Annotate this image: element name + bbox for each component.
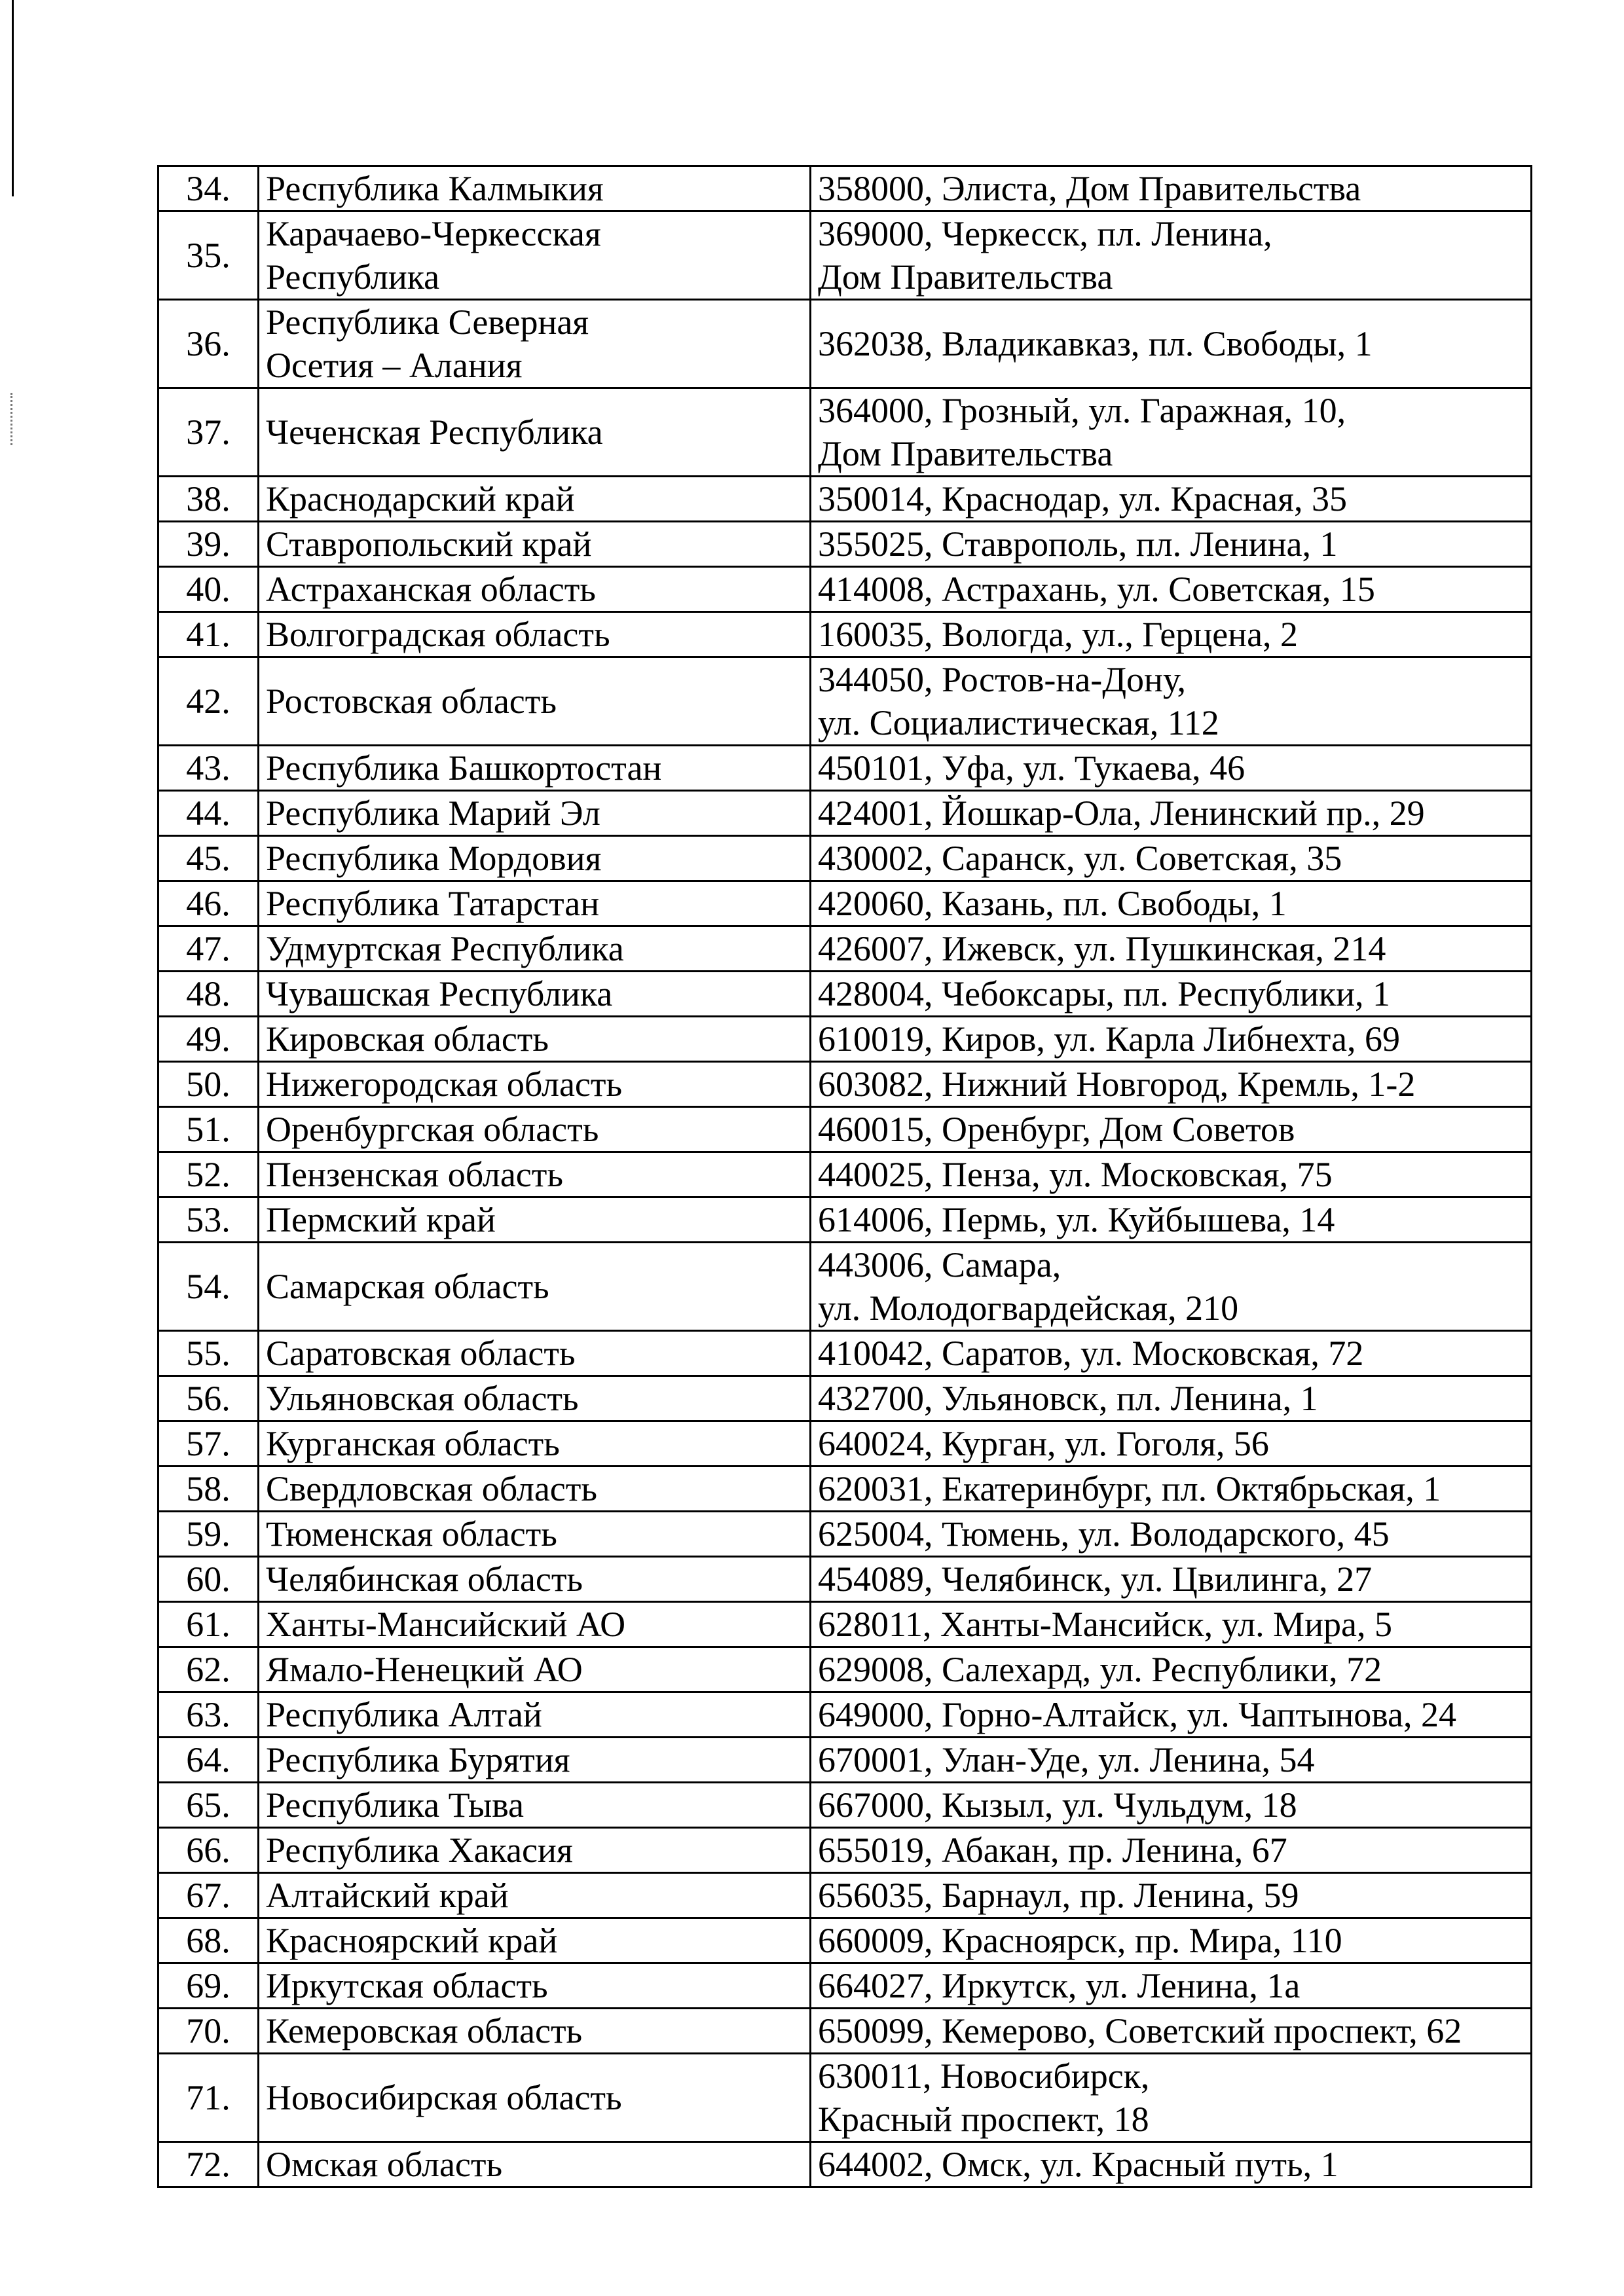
address-line: 660009, Красноярск, пр. Мира, 110 xyxy=(818,1921,1342,1960)
region-name-line: Волгоградская область xyxy=(266,615,610,654)
address-line: 644002, Омск, ул. Красный путь, 1 xyxy=(818,2145,1338,2184)
row-number: 42. xyxy=(158,657,259,746)
row-number: 66. xyxy=(158,1828,259,1873)
address-line: 620031, Екатеринбург, пл. Октябрьская, 1 xyxy=(818,1469,1441,1508)
region-name-line: Нижегородская область xyxy=(266,1065,623,1104)
row-number: 72. xyxy=(158,2142,259,2187)
table-row xyxy=(158,211,1532,300)
address-line: 614006, Пермь, ул. Куйбышева, 14 xyxy=(818,1200,1335,1239)
region-name-cell xyxy=(259,1152,811,1197)
region-name-cell xyxy=(259,746,811,791)
table-row xyxy=(158,1243,1532,1331)
address-cell xyxy=(811,657,1532,746)
row-number: 70. xyxy=(158,2009,259,2054)
address-line: 358000, Элиста, Дом Правительства xyxy=(818,169,1361,208)
row-number: 38. xyxy=(158,477,259,522)
table-row xyxy=(158,612,1532,657)
row-number: 55. xyxy=(158,1331,259,1376)
table-body xyxy=(158,166,1532,2187)
row-number: 53. xyxy=(158,1197,259,1243)
row-number: 61. xyxy=(158,1602,259,1647)
region-name-line: Пермский край xyxy=(266,1200,496,1239)
region-name-line: Республика xyxy=(266,257,440,297)
region-name-cell xyxy=(259,2142,811,2187)
address-line: 369000, Черкесск, пл. Ленина, xyxy=(818,214,1272,253)
region-name-cell xyxy=(259,1692,811,1738)
address-line: 430002, Саранск, ул. Советская, 35 xyxy=(818,839,1342,878)
address-cell xyxy=(811,166,1532,211)
region-name-cell xyxy=(259,1602,811,1647)
table-row xyxy=(158,1873,1532,1918)
row-number: 40. xyxy=(158,567,259,612)
address-cell xyxy=(811,1602,1532,1647)
region-name-cell xyxy=(259,1918,811,1963)
region-name-cell xyxy=(259,1647,811,1692)
region-name-line: Республика Марий Эл xyxy=(266,793,600,833)
address-cell xyxy=(811,2009,1532,2054)
address-line: ул. Социалистическая, 112 xyxy=(818,703,1219,742)
table-row xyxy=(158,522,1532,567)
row-number: 50. xyxy=(158,1062,259,1107)
region-name-cell xyxy=(259,1783,811,1828)
address-cell xyxy=(811,1376,1532,1421)
row-number: 59. xyxy=(158,1512,259,1557)
table-row xyxy=(158,746,1532,791)
region-name-cell xyxy=(259,388,811,477)
address-cell xyxy=(811,1738,1532,1783)
region-name-line: Челябинская область xyxy=(266,1559,583,1599)
region-name-cell xyxy=(259,791,811,836)
address-line: 432700, Ульяновск, пл. Ленина, 1 xyxy=(818,1379,1318,1418)
row-number: 60. xyxy=(158,1557,259,1602)
row-number: 39. xyxy=(158,522,259,567)
table-row xyxy=(158,657,1532,746)
region-name-line: Республика Татарстан xyxy=(266,884,600,923)
address-line: ул. Молодогвардейская, 210 xyxy=(818,1288,1239,1328)
region-name-cell xyxy=(259,1963,811,2009)
region-name-line: Ростовская область xyxy=(266,682,557,721)
address-cell xyxy=(811,1918,1532,1963)
address-line: 428004, Чебоксары, пл. Республики, 1 xyxy=(818,974,1391,1013)
region-name-cell xyxy=(259,567,811,612)
region-name-line: Курганская область xyxy=(266,1424,560,1463)
address-cell xyxy=(811,1783,1532,1828)
row-number: 51. xyxy=(158,1107,259,1152)
region-name-line: Удмуртская Республика xyxy=(266,929,624,968)
address-cell xyxy=(811,1062,1532,1107)
address-line: 649000, Горно-Алтайск, ул. Чаптынова, 24 xyxy=(818,1695,1456,1734)
region-name-line: Самарская область xyxy=(266,1267,549,1306)
table-row xyxy=(158,1963,1532,2009)
region-name-cell xyxy=(259,1421,811,1467)
address-cell xyxy=(811,1331,1532,1376)
region-name-line: Республика Хакасия xyxy=(266,1831,573,1870)
region-name-line: Краснодарский край xyxy=(266,479,575,519)
table-row xyxy=(158,972,1532,1017)
address-line: 454089, Челябинск, ул. Цвилинга, 27 xyxy=(818,1559,1373,1599)
region-name-cell xyxy=(259,211,811,300)
region-name-line: Оренбургская область xyxy=(266,1110,599,1149)
address-cell xyxy=(811,836,1532,881)
table-row xyxy=(158,567,1532,612)
region-name-line: Чувашская Республика xyxy=(266,974,613,1013)
region-name-cell xyxy=(259,522,811,567)
region-name-line: Осетия – Алания xyxy=(266,346,523,385)
address-line: 655019, Абакан, пр. Ленина, 67 xyxy=(818,1831,1287,1870)
region-name-line: Кировская область xyxy=(266,1019,549,1059)
row-number: 36. xyxy=(158,300,259,388)
region-name-line: Республика Калмыкия xyxy=(266,169,604,208)
region-name-line: Саратовская область xyxy=(266,1334,576,1373)
region-name-line: Ульяновская область xyxy=(266,1379,579,1418)
row-number: 44. xyxy=(158,791,259,836)
address-cell xyxy=(811,1243,1532,1331)
address-line: 460015, Оренбург, Дом Советов xyxy=(818,1110,1295,1149)
table-row xyxy=(158,1512,1532,1557)
row-number: 71. xyxy=(158,2054,259,2142)
address-cell xyxy=(811,388,1532,477)
region-name-cell xyxy=(259,1512,811,1557)
table-row xyxy=(158,2009,1532,2054)
address-cell xyxy=(811,1107,1532,1152)
region-name-line: Омская область xyxy=(266,2145,503,2184)
region-name-cell xyxy=(259,1017,811,1062)
address-line: 355025, Ставрополь, пл. Ленина, 1 xyxy=(818,524,1338,564)
table-row xyxy=(158,1647,1532,1692)
region-name-cell xyxy=(259,2054,811,2142)
row-number: 46. xyxy=(158,881,259,926)
address-cell xyxy=(811,612,1532,657)
address-cell xyxy=(811,567,1532,612)
address-line: 410042, Саратов, ул. Московская, 72 xyxy=(818,1334,1364,1373)
row-number: 62. xyxy=(158,1647,259,1692)
region-name-cell xyxy=(259,1062,811,1107)
address-line: 656035, Барнаул, пр. Ленина, 59 xyxy=(818,1876,1299,1915)
region-name-cell xyxy=(259,1828,811,1873)
address-line: 629008, Салехард, ул. Республики, 72 xyxy=(818,1650,1382,1689)
table-row xyxy=(158,1467,1532,1512)
address-cell xyxy=(811,881,1532,926)
address-line: 414008, Астрахань, ул. Советская, 15 xyxy=(818,570,1375,609)
address-cell xyxy=(811,1692,1532,1738)
region-name-line: Республика Северная xyxy=(266,302,589,342)
region-name-line: Ямало-Ненецкий АО xyxy=(266,1650,583,1689)
address-cell xyxy=(811,746,1532,791)
address-cell xyxy=(811,211,1532,300)
region-name-line: Карачаево-Черкесская xyxy=(266,214,601,253)
region-name-cell xyxy=(259,926,811,972)
address-line: 420060, Казань, пл. Свободы, 1 xyxy=(818,884,1287,923)
row-number: 57. xyxy=(158,1421,259,1467)
row-number: 65. xyxy=(158,1783,259,1828)
region-name-line: Иркутская область xyxy=(266,1966,548,2005)
row-number: 49. xyxy=(158,1017,259,1062)
table-row xyxy=(158,166,1532,211)
region-name-line: Пензенская область xyxy=(266,1155,563,1194)
address-line: 350014, Краснодар, ул. Красная, 35 xyxy=(818,479,1347,519)
row-number: 68. xyxy=(158,1918,259,1963)
table-row xyxy=(158,2054,1532,2142)
region-name-cell xyxy=(259,1467,811,1512)
region-name-cell xyxy=(259,1243,811,1331)
table-row xyxy=(158,791,1532,836)
row-number: 48. xyxy=(158,972,259,1017)
table-row xyxy=(158,926,1532,972)
address-line: 610019, Киров, ул. Карла Либнехта, 69 xyxy=(818,1019,1400,1059)
address-line: 160035, Вологда, ул., Герцена, 2 xyxy=(818,615,1299,654)
table-row xyxy=(158,1602,1532,1647)
region-name-line: Республика Тыва xyxy=(266,1785,524,1825)
table-row xyxy=(158,1557,1532,1602)
row-number: 54. xyxy=(158,1243,259,1331)
region-name-line: Кемеровская область xyxy=(266,2011,583,2050)
table-row xyxy=(158,1152,1532,1197)
region-name-cell xyxy=(259,1557,811,1602)
address-line: Красный проспект, 18 xyxy=(818,2100,1149,2139)
address-cell xyxy=(811,972,1532,1017)
address-line: 344050, Ростов-на-Дону, xyxy=(818,660,1187,699)
address-line: Дом Правительства xyxy=(818,257,1113,297)
table-row xyxy=(158,1062,1532,1107)
region-name-cell xyxy=(259,1738,811,1783)
row-number: 64. xyxy=(158,1738,259,1783)
address-cell xyxy=(811,522,1532,567)
region-name-line: Свердловская область xyxy=(266,1469,597,1508)
address-line: 603082, Нижний Новгород, Кремль, 1-2 xyxy=(818,1065,1416,1104)
region-name-line: Новосибирская область xyxy=(266,2078,622,2117)
address-line: 630011, Новосибирск, xyxy=(818,2056,1150,2096)
region-name-cell xyxy=(259,1197,811,1243)
address-cell xyxy=(811,1017,1532,1062)
row-number: 34. xyxy=(158,166,259,211)
region-name-cell xyxy=(259,881,811,926)
region-name-line: Астраханская область xyxy=(266,570,596,609)
address-cell xyxy=(811,1421,1532,1467)
table-row xyxy=(158,1738,1532,1783)
address-line: 424001, Йошкар-Ола, Ленинский пр., 29 xyxy=(818,793,1425,833)
table-row xyxy=(158,1783,1532,1828)
address-cell xyxy=(811,1557,1532,1602)
address-line: 426007, Ижевск, ул. Пушкинская, 214 xyxy=(818,929,1386,968)
address-line: 450101, Уфа, ул. Тукаева, 46 xyxy=(818,748,1246,788)
regions-address-table xyxy=(157,165,1532,2188)
address-cell xyxy=(811,1963,1532,2009)
row-number: 35. xyxy=(158,211,259,300)
table-row xyxy=(158,388,1532,477)
region-name-line: Республика Бурятия xyxy=(266,1740,570,1779)
region-name-line: Алтайский край xyxy=(266,1876,509,1915)
region-name-line: Республика Алтай xyxy=(266,1695,542,1734)
region-name-cell xyxy=(259,477,811,522)
table-row xyxy=(158,1376,1532,1421)
table-row xyxy=(158,1421,1532,1467)
row-number: 63. xyxy=(158,1692,259,1738)
address-cell xyxy=(811,1152,1532,1197)
region-name-line: Тюменская область xyxy=(266,1514,557,1554)
region-name-cell xyxy=(259,1331,811,1376)
table-row xyxy=(158,1197,1532,1243)
address-line: 628011, Ханты-Мансийск, ул. Мира, 5 xyxy=(818,1605,1393,1644)
region-name-line: Республика Мордовия xyxy=(266,839,602,878)
region-name-line: Красноярский край xyxy=(266,1921,558,1960)
address-cell xyxy=(811,1828,1532,1873)
table-row xyxy=(158,1331,1532,1376)
address-cell xyxy=(811,2142,1532,2187)
address-line: 625004, Тюмень, ул. Володарского, 45 xyxy=(818,1514,1390,1554)
region-name-line: Ханты-Мансийский АО xyxy=(266,1605,626,1644)
table-row xyxy=(158,477,1532,522)
address-cell xyxy=(811,791,1532,836)
region-name-cell xyxy=(259,657,811,746)
region-name-cell xyxy=(259,2009,811,2054)
scan-edge-mark xyxy=(12,0,14,196)
table-row xyxy=(158,836,1532,881)
address-line: 440025, Пенза, ул. Московская, 75 xyxy=(818,1155,1333,1194)
table-row xyxy=(158,1107,1532,1152)
row-number: 41. xyxy=(158,612,259,657)
region-name-cell xyxy=(259,612,811,657)
table-row xyxy=(158,881,1532,926)
address-cell xyxy=(811,1647,1532,1692)
row-number: 52. xyxy=(158,1152,259,1197)
table-row xyxy=(158,300,1532,388)
address-line: 443006, Самара, xyxy=(818,1245,1061,1285)
table-row xyxy=(158,1828,1532,1873)
address-line: 664027, Иркутск, ул. Ленина, 1а xyxy=(818,1966,1301,2005)
row-number: 67. xyxy=(158,1873,259,1918)
region-name-cell xyxy=(259,836,811,881)
address-cell xyxy=(811,1467,1532,1512)
address-cell xyxy=(811,1873,1532,1918)
region-name-cell xyxy=(259,300,811,388)
table-row xyxy=(158,1017,1532,1062)
region-name-line: Республика Башкортостан xyxy=(266,748,662,788)
address-cell xyxy=(811,1512,1532,1557)
address-line: 364000, Грозный, ул. Гаражная, 10, xyxy=(818,391,1346,430)
scan-dotted-mark xyxy=(10,393,14,445)
row-number: 69. xyxy=(158,1963,259,2009)
row-number: 43. xyxy=(158,746,259,791)
address-line: 650099, Кемерово, Советский проспект, 62 xyxy=(818,2011,1462,2050)
region-name-cell xyxy=(259,1376,811,1421)
region-name-cell xyxy=(259,972,811,1017)
address-cell xyxy=(811,1197,1532,1243)
table-row xyxy=(158,2142,1532,2187)
address-cell xyxy=(811,926,1532,972)
row-number: 37. xyxy=(158,388,259,477)
region-name-cell xyxy=(259,166,811,211)
region-name-cell xyxy=(259,1107,811,1152)
row-number: 56. xyxy=(158,1376,259,1421)
address-cell xyxy=(811,477,1532,522)
address-line: 670001, Улан-Уде, ул. Ленина, 54 xyxy=(818,1740,1315,1779)
address-line: 667000, Кызыл, ул. Чульдум, 18 xyxy=(818,1785,1297,1825)
table-row xyxy=(158,1918,1532,1963)
address-cell xyxy=(811,2054,1532,2142)
region-name-cell xyxy=(259,1873,811,1918)
address-line: 640024, Курган, ул. Гоголя, 56 xyxy=(818,1424,1269,1463)
region-name-line: Ставропольский край xyxy=(266,524,592,564)
address-cell xyxy=(811,300,1532,388)
table-row xyxy=(158,1692,1532,1738)
address-line: Дом Правительства xyxy=(818,434,1113,473)
address-line: 362038, Владикавказ, пл. Свободы, 1 xyxy=(818,324,1373,363)
row-number: 45. xyxy=(158,836,259,881)
row-number: 47. xyxy=(158,926,259,972)
region-name-line: Чеченская Республика xyxy=(266,412,603,452)
row-number: 58. xyxy=(158,1467,259,1512)
